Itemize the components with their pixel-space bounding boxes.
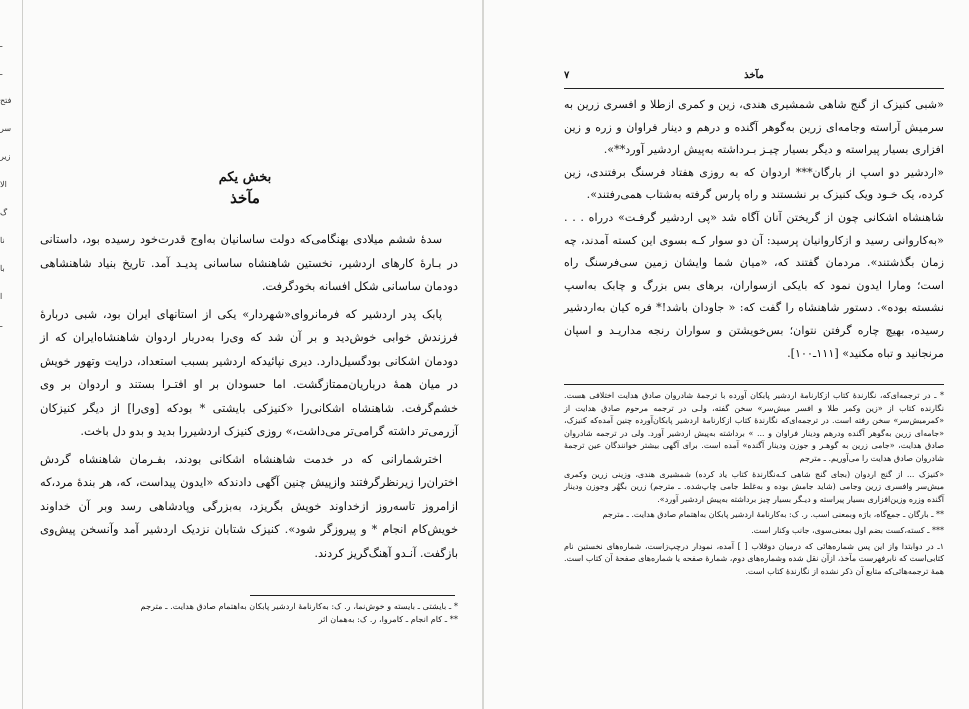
edge-mark: نا: [0, 236, 5, 245]
paragraph: اخترشمارانی که در خدمت شاهنشاه اشکانی بودند، بفـرمان شاهنشاه گردش اختران‌را زیرنظرگرفتند وازپیش چنین آگهی دادندکه «ایدون پیداست، که، هر بندهٔ مرد،که ازامروز تاسه‌روز ازخداوند خویش بگریزد، به‌بزرگی وپادشاهی رسد وبر آن خداوند خویش‌کام انجام * و پیروزگر شود». کنیزک شتابان نزدیک اردشیر آمد وآنسخن پیش‌وی بازگفت. آنـدو آهنگ‌گریز کردند.: [40, 451, 458, 560]
footnote: * ـ در ترجمه‌ای‌که، نگارندهٔ کتاب ازکارنامهٔ اردشیر پابکان آورده با ترجمهٔ شادروان صادق هدایت اختلافی هست. نگارنده کتاب از «زین وکمر طلا و افسر میش‌سر» سخن گفته، ولـی در ترجمه مرحوم صادق هدایت از «کمرمیش‌سر» سخن رفته است. در ترجمه‌ای‌که نگارندهٔ کتاب ازکارنامهٔ اردشیر پابکان‌آورده چنین آمده‌که کنیزک، «جامه‌ای زرین به‌گوهر آگنده ودرهم ودینار فراوان و ... » برداشته به‌پیش اردشیر آورد. ولی در ترجمه شادروان صادق هدایت، «جامی زرین به گوهـر و جوزن ودینار آگنده» آمده است. برای آگهی بیشتر خوانندگان عین ترجمهٔ شادروان صادق هدایت را می‌آوریم. ـ مترجم: [564, 391, 944, 463]
footnote: ۱ـ در دوابتدا واز این پس شماره‌هائی که درمیان دوقلاب [ ] آمده، نمودار درچپ‌زاست، شماره‌های نخستین نام کتابی‌است که نابرفهرست مآخذ، ازآن نقل شده وشماره‌های دوم، شمارهٔ صفحه یا شماره‌های صفحهٔ آن کتاب است. همهٔ ترجمه‌هائی‌که متابع آن ذکر نشده از نگارندهٔ کتاب است.: [564, 541, 944, 576]
paragraph: «اردشیر دو اسپ از بارگان*** اردوان که به روزی هفتاد فرسنگ برفتندی، زین کرده، یک خـود ویک کنیزک بر نشستند و راه پارس گرفته به‌شتاب همی‌رفتند».: [564, 165, 944, 202]
neighbor-page-edge-marks: [0, 40, 18, 348]
edge-mark: سر: [0, 124, 12, 133]
paragraph: شاهنشاه اشکانی چون از گریختن آنان آگاه شد «پی اردشیر گرفـت» درراه . . . «به‌کاروانی رسید و ازکاروانیان پرسید: آن دو سوار کـه بسوی این کسته آمدند، چه زمان بگذشتند». مردمان گفتند که، «میان شما وایشان زمین سی‌فرسنگ راه است؛ ومارا ایدون نمود که بایکی ازسواران، برهای بس بزرگ و چابک به‌اسپ نشسته بوده». دستور شاهنشاه را گفت که: « جاودان باشد!* فره کیان به‌اردشیر رسیده، بهیچ چاره گرفتن نتوان؛ بس‌خویشتن و سواران رنجه مداریـد و اسپان مرنجانید و تباه مکنید» [۱۱۱ـ۱۰۰].: [564, 210, 944, 360]
edge-mark: ـ: [0, 320, 3, 329]
paragraph: «شبی کنیزک از گنج شاهی شمشیری هندی، زین و کمری ازطلا و افسری زرین به سرمیش آراسته وجامه‌ای زرین به‌گوهر آگنده و درهم و دینار فراوان و زره و زین افزاری بسیار پیراسته و دیگر بسیار چیـز بـرداشته به‌پیش اردشیر آورد**».: [564, 98, 944, 157]
edge-mark: فتح: [0, 96, 12, 105]
edge-mark: ـ: [0, 40, 3, 49]
left-page: [0, 0, 482, 709]
footnote: *** ـ کسته،کست بضم اول بمعنی‌سوی، جانب وکنار است.: [751, 525, 944, 535]
right-footnotes: [564, 390, 944, 578]
section-heading-block: [30, 170, 460, 207]
header-divider: [564, 88, 944, 89]
left-body-text: [40, 228, 458, 565]
edge-mark: الا: [0, 180, 7, 189]
footnote: * ـ بایشتی ـ بایسته و خوش‌نما، ر. ک: به‌کارنامهٔ اردشیر پابکان به‌اهتمام صادق هدایت. ـ مترجم: [140, 601, 458, 611]
edge-mark: با: [0, 264, 5, 273]
page-number: ۷: [564, 70, 570, 81]
footnote-divider: [564, 384, 944, 385]
paragraph: سدهٔ ششم میلادی بهنگامی‌که دولت ساسانیان به‌اوج قدرت‌خود رسیده بود، داستانی در بـارهٔ کارهای اردشیر، نخستین شاهنشاه ساسانی پدیـد آمد. تاریخ بنیاد شاهنشاهی دودمان ساسانی شکل افسانه بخودگرفت.: [40, 232, 458, 293]
section-heading: بخش یکم: [218, 170, 272, 185]
footnote: ** ـ بارگان ـ جمع‌گاه، بارَه وبمعنی اسب. ر. ک: به‌کارنامهٔ اردشیر پابکان به‌اهتمام صادق هدایت. ـ مترجم: [602, 510, 944, 520]
edge-mark: ا: [0, 292, 3, 301]
running-title: مآخذ: [744, 70, 764, 81]
edge-mark: گ: [0, 208, 8, 217]
running-header: [564, 70, 944, 86]
edge-mark: زیر: [0, 152, 11, 161]
footnote-divider: [250, 595, 455, 596]
paragraph: پابک پدر اردشیر که فرمانروای«شهردار» یکی از استانهای ایران بود، شبی دربارهٔ فرزندش خوابی خوش‌دید و بر آن شد که وی‌را به‌دربار اردوان شاهنشاه‌ایران که از دودمان اشکانی بودگسیل‌دارد. دیری نپائیدکه اردشیر بسبب استعداد، درایت وتهور خویش در میان همهٔ درباریان‌ممتازگشت. اما حسودان بر او افتـرا بستند و اردوان بر وی خشم‌گرفت. شاهنشاه اشکانی‌را «کنیزکی بایشتی * بودکه [وی‌را] از دیگر کنیزکان آزرمی‌تر داشته گرامی‌تر می‌داشت،» روزی کنیزک اردشیررا بدید و بدو دل باخت.: [40, 306, 458, 438]
section-title: مآخذ: [230, 189, 260, 207]
edge-mark: ـ: [0, 68, 3, 77]
footnote: ** ـ کام انجام ـ کامروا، ر. ک: به‌همان اثر: [318, 614, 458, 624]
page-edge-line: [22, 0, 23, 709]
footnote: «کنیزک ... از گنج اردوان (بجای گنج شاهی کـه‌نگارندهٔ کتاب یاد کرده) شمشیری هندی، وزینی زرین وکمری میش‌سر وافسری زرین وجامی (شاید جامش بوده و به‌غلط جامی چاپ‌شده. ـ مترجم) زرین بگهُر وجوزن ودینار آگنده وزره وزین‌افزاری بسیار پیراسته و دیـگر بسیار چیز برداشته به‌پیش اردشیر آورد».: [564, 469, 944, 504]
left-footnotes: [40, 600, 458, 626]
right-body-text: [564, 94, 944, 365]
right-page: [484, 0, 969, 709]
